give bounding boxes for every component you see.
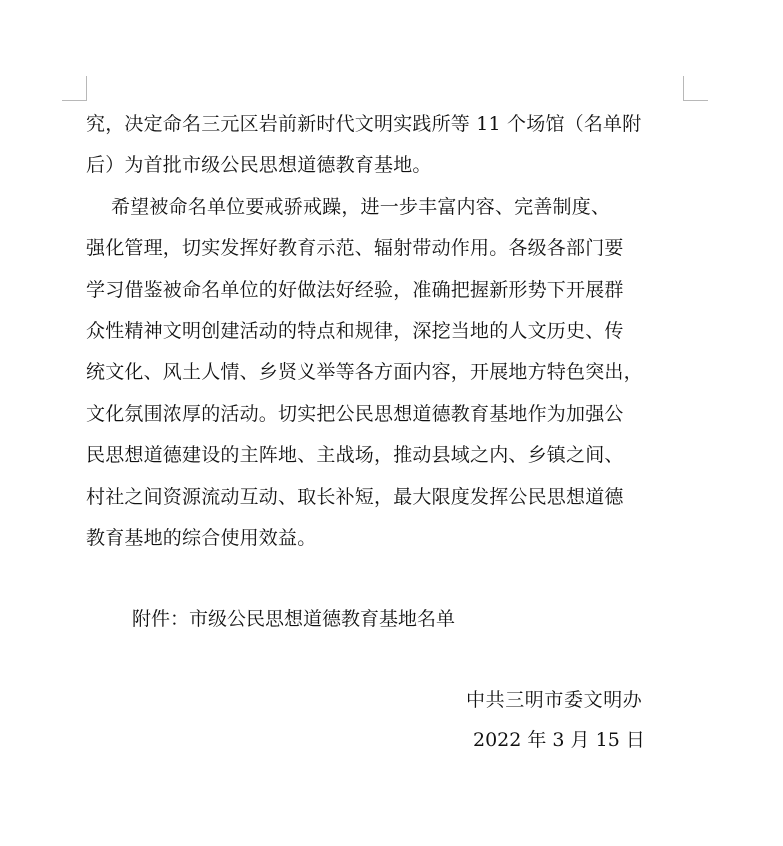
body-line: 后）为首批市级公民思想道德教育基地。 xyxy=(86,154,432,177)
body-line: 村社之间资源流动互动、取长补短，最大限度发挥公民思想道德 xyxy=(86,485,624,508)
body-line: 强化管理，切实发挥好教育示范、辐射带动作用。各级各部门要 xyxy=(86,237,624,260)
body-line: 希望被命名单位要戒骄戒躁，进一步丰富内容、完善制度、 xyxy=(86,195,611,218)
crop-mark-top-right xyxy=(683,76,708,101)
body-line: 学习借鉴被命名单位的好做法好经验，准确把握新形势下开展群 xyxy=(86,278,624,301)
body-line: 众性精神文明创建活动的特点和规律，深挖当地的人文历史、传 xyxy=(86,319,624,342)
crop-mark-top-left xyxy=(62,76,87,101)
signature-organization: 中共三明市委文明办 xyxy=(466,689,643,711)
body-text xyxy=(86,104,686,559)
attachment-note: 附件：市级公民思想道德教育基地名单 xyxy=(132,608,456,630)
body-line: 统文化、风土人情、乡贤义举等各方面内容，开展地方特色突出， xyxy=(86,361,643,384)
body-line: 究，决定命名三元区岩前新时代文明实践所等 11 个场馆（名单附 xyxy=(86,113,642,135)
signature-date: 2022 年 3 月 15 日 xyxy=(473,729,645,751)
body-line: 民思想道德建设的主阵地、主战场，推动县域之内、乡镇之间、 xyxy=(86,444,624,467)
body-line: 文化氛围浓厚的活动。切实把公民思想道德教育基地作为加强公 xyxy=(86,402,624,425)
body-line: 教育基地的综合使用效益。 xyxy=(86,526,317,549)
